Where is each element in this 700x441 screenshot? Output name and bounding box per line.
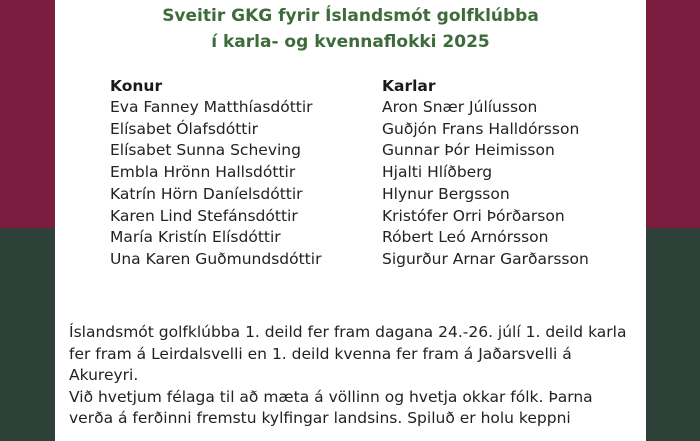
men-name-item: Hjalti Hlíðberg <box>382 163 493 182</box>
page-title-line-2: í karla- og kvennaflokki 2025 <box>211 32 490 52</box>
men-name-item: Aron Snær Júlíusson <box>382 98 538 116</box>
men-name-item: Guðjón Frans Halldórsson <box>382 119 580 138</box>
event-paragraph-1: Íslandsmót golfklúbba 1. deild fer fram dagana 24.-26. júlí 1. deild karla fer fram á Leirdalsvelli en 1. deild kvenna fer fram á Jaðarsvelli á Akureyri. <box>69 323 627 384</box>
women-name-item: Una Karen Guðmundsdóttir <box>110 249 322 268</box>
men-name-item: Kristófer Orri Þórðarson <box>382 206 565 225</box>
men-heading: Karlar <box>382 77 436 95</box>
men-name-item: Róbert Leó Arnórsson <box>382 228 549 247</box>
women-team-column <box>110 75 321 271</box>
men-name-item: Hlynur Bergsson <box>382 184 510 203</box>
men-name-item: Sigurður Arnar Garðarsson <box>382 249 589 268</box>
women-name-item: Eva Fanney Matthíasdóttir <box>110 98 313 116</box>
women-name-item: Katrín Hörn Daníelsdóttir <box>110 184 303 203</box>
women-name-list <box>110 97 321 271</box>
women-name-item: Embla Hrönn Hallsdóttir <box>110 163 296 182</box>
women-name-item: Elísabet Sunna Scheving <box>110 141 301 160</box>
announcement-card <box>55 0 646 441</box>
event-description <box>69 322 635 430</box>
women-name-item: Karen Lind Stefánsdóttir <box>110 206 298 225</box>
women-name-item: Elísabet Ólafsdóttir <box>110 119 259 138</box>
women-heading: Konur <box>110 77 163 95</box>
women-name-item: María Kristín Elísdóttir <box>110 228 281 247</box>
men-team-column <box>382 75 589 271</box>
men-name-list <box>382 97 589 271</box>
page-title-line-1: Sveitir GKG fyrir Íslandsmót golfklúbba <box>162 6 539 26</box>
event-paragraph-2: Við hvetjum félaga til að mæta á völlinn og hvetja okkar fólk. Þarna verða á ferðinni fremstu kylfingar landsins. Spiluð er holu keppni <box>69 387 593 427</box>
men-name-item: Gunnar Þór Heimisson <box>382 141 555 160</box>
